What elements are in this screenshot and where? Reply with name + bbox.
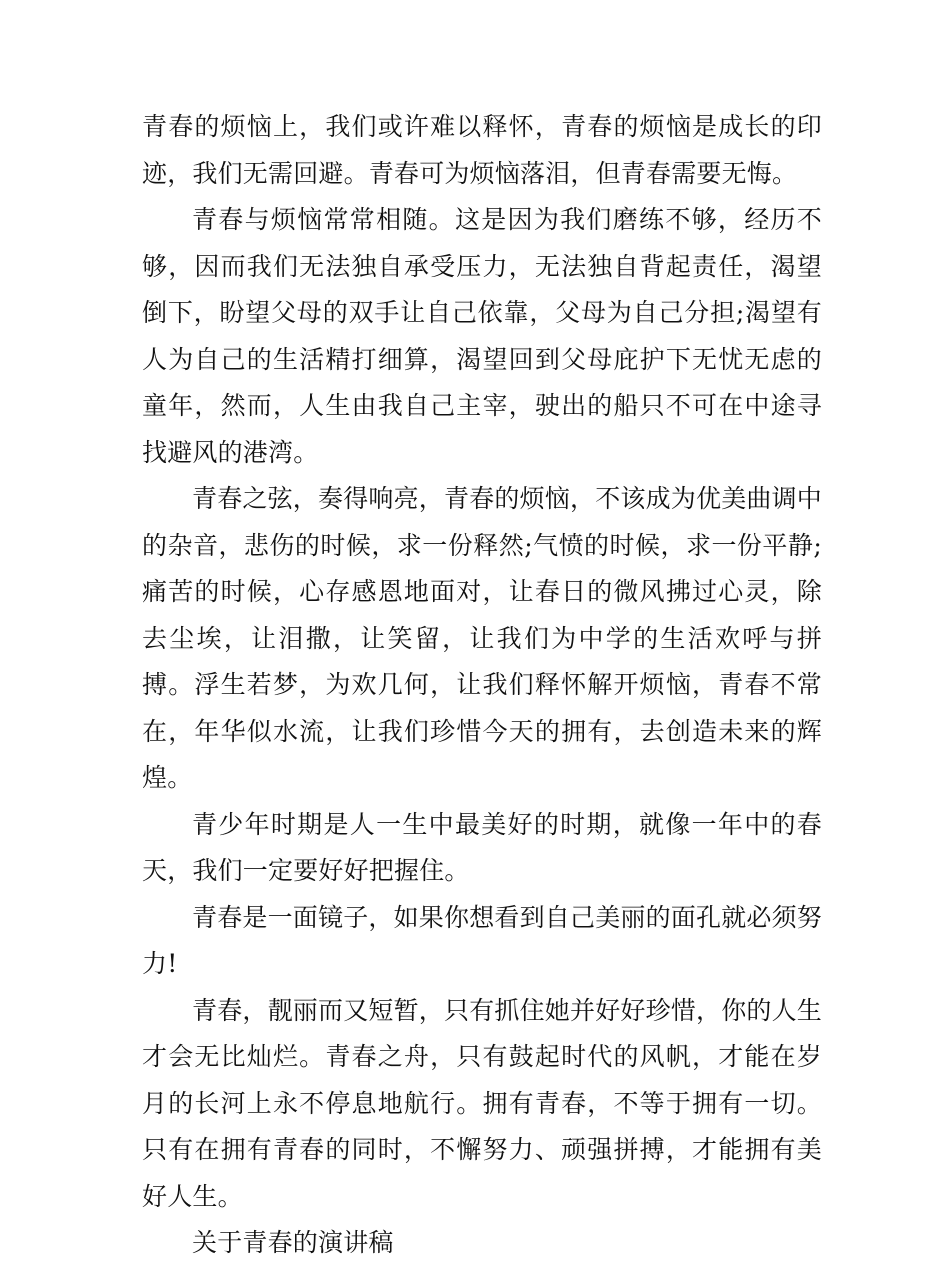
paragraph: 青春，靓丽而又短暂，只有抓住她并好好珍惜，你的人生才会无比灿烂。青春之舟，只有鼓起时代的风帆，才能在岁月的长河上永不停息地航行。拥有青春，不等于拥有一切。只有在拥有青春的同时，不懈努力、顽强拼搏，才能拥有美好人生。 bbox=[142, 995, 823, 1211]
paragraph: 青春与烦恼常常相随。这是因为我们磨练不够，经历不够，因而我们无法独自承受压力，无法独自背起责任，渴望倒下，盼望父母的双手让自己依靠，父母为自己分担;渴望有人为自己的生活精打细算，渴望回到父母庇护下无忧无虑的童年，然而，人生由我自己主宰，驶出的船只不可在中途寻找避风的港湾。 bbox=[142, 205, 822, 467]
paragraph-continuation: 青春的烦恼上，我们或许难以释怀，青春的烦恼是成长的印迹，我们无需回避。青春可为烦恼落泪，但青春需要无悔。 bbox=[142, 112, 822, 188]
paragraph: 青春之弦，奏得响亮，青春的烦恼，不该成为优美曲调中的杂音，悲伤的时候，求一份释然;气愤的时候，求一份平静;痛苦的时候，心存感恩地面对，让春日的微风拂过心灵，除去尘埃，让泪撒，让笑留，让我们为中学的生活欢呼与拼搏。浮生若梦，为欢几何，让我们释怀解开烦恼，青春不常在，年华似水流，让我们珍惜今天的拥有，去创造未来的辉煌。 bbox=[142, 484, 823, 792]
section-heading: 关于青春的演讲稿 bbox=[192, 1228, 394, 1257]
paragraph: 青春是一面镜子，如果你想看到自己美丽的面孔就必须努力! bbox=[142, 902, 823, 978]
paragraph: 青少年时期是人一生中最美好的时期，就像一年中的春天，我们一定要好好把握住。 bbox=[142, 809, 822, 885]
document-page bbox=[142, 104, 822, 1267]
